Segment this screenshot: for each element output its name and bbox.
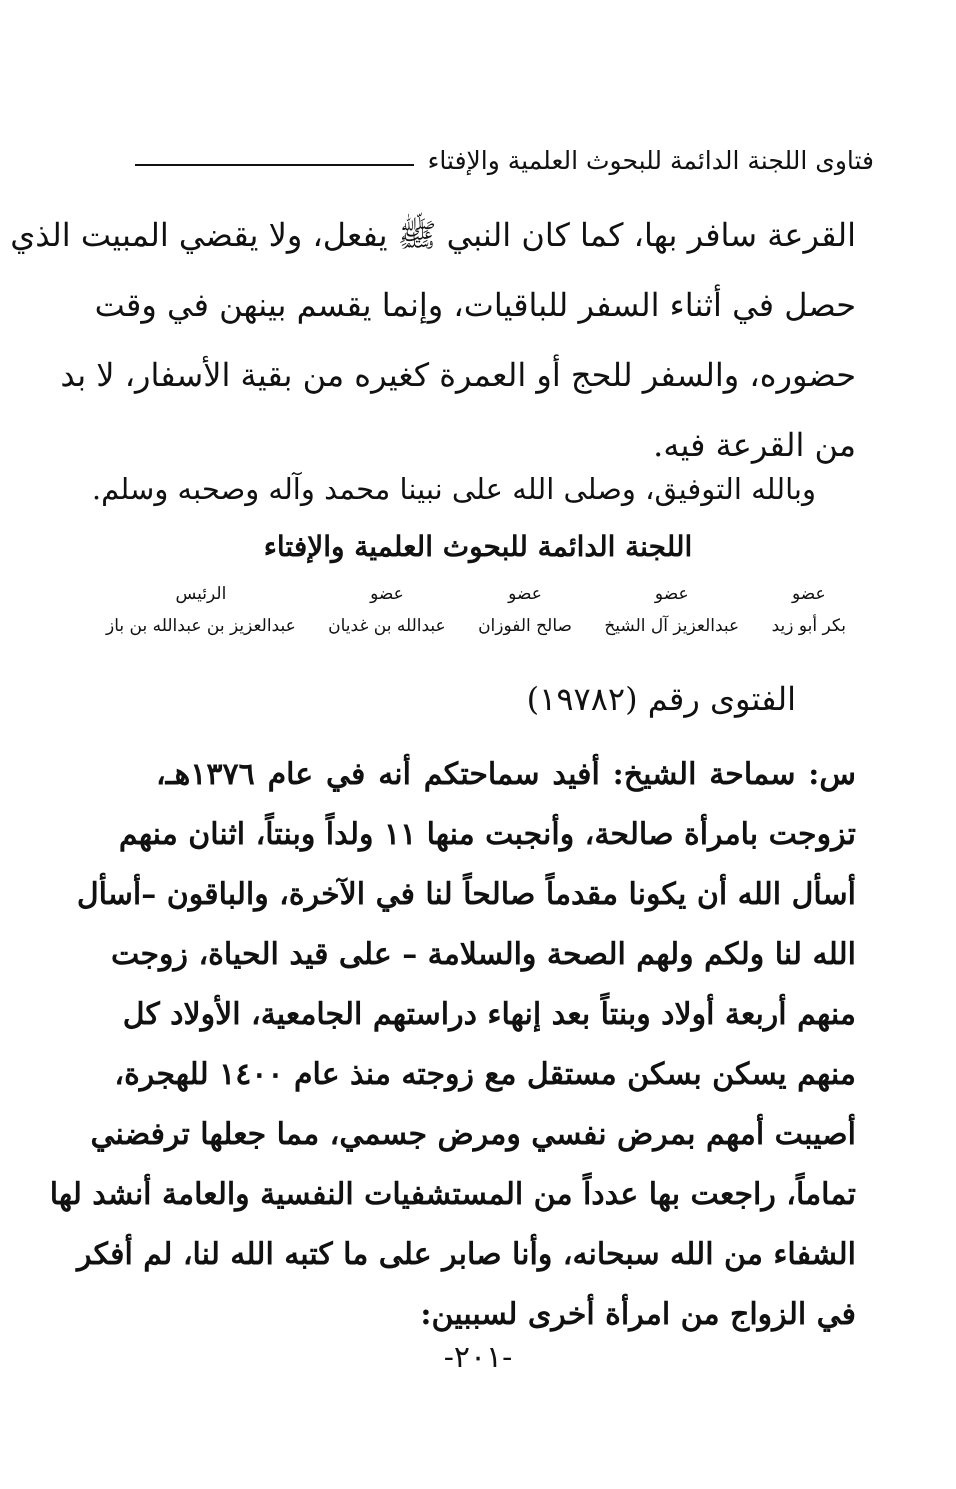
signatory	[478, 580, 572, 644]
text-line: تزوجت بامرأة صالحة، وأنجبت منها ١١ ولداً وبنتاً، اثنان منهم	[118, 817, 856, 852]
text-line: من القرعة فيه.	[653, 426, 856, 464]
signatory-role: عضو	[370, 584, 404, 604]
answer-continuation	[10, 200, 856, 480]
question-text	[49, 745, 856, 1345]
running-title: فتاوى اللجنة الدائمة للبحوث العلمية والإفتاء	[427, 145, 874, 175]
running-header	[135, 140, 874, 180]
signatory	[328, 580, 446, 644]
signatory-name: صالح الفوزان	[478, 616, 572, 636]
signatory-name: عبدالعزيز بن عبدالله بن باز	[106, 616, 296, 636]
fatwa-number: الفتوى رقم (١٩٧٨٢)	[526, 680, 796, 718]
signatory-role: الرئيس	[175, 584, 227, 604]
signatory-role: عضو	[791, 584, 826, 604]
text-line: أسأل الله أن يكونا مقدماً صالحاً لنا في الآخرة، والباقون –أسأل	[76, 877, 856, 912]
committee-title: اللجنة الدائمة للبحوث العلمية والإفتاء	[263, 530, 693, 563]
signatory	[106, 580, 296, 644]
page-number: -٢٠١-	[443, 1340, 513, 1375]
signatory-name: بكر أبو زيد	[771, 616, 846, 636]
text-line: الشفاء من الله سبحانه، وأنا صابر على ما كتبه الله لنا، لم أفكر	[77, 1237, 856, 1272]
text-line: منهم يسكن بسكن مستقل مع زوجته منذ عام ١٤٠٠ للهجرة،	[114, 1057, 856, 1092]
signatories	[106, 580, 846, 644]
signatory	[604, 580, 739, 644]
signatory-name: عبدالله بن غديان	[328, 616, 446, 636]
signatory-name: عبدالعزيز آل الشيخ	[604, 616, 740, 636]
text-line: حضوره، والسفر للحج أو العمرة كغيره من بقية الأسفار، لا بد	[60, 356, 856, 394]
text-line: القرعة سافر بها، كما كان النبي ﷺ يفعل، ولا يقضي المبيت الذي	[10, 216, 856, 254]
closing-formula: وبالله التوفيق، وصلى الله على نبينا محمد وآله وصحبه وسلم.	[91, 472, 816, 506]
text-line: حصل في أثناء السفر للباقيات، وإنما يقسم بينهن في وقت	[94, 286, 856, 324]
text-line: منهم أربعة أولاد وبنتاً بعد إنهاء دراستهم الجامعية، الأولاد كل	[122, 997, 856, 1032]
text-line: س: سماحة الشيخ: أفيد سماحتكم أنه في عام ١٣٧٦هـ،	[156, 757, 856, 792]
text-line: في الزواج من امرأة أخرى لسببين:	[420, 1297, 856, 1332]
text-line: تماماً، راجعت بها عدداً من المستشفيات النفسية والعامة أنشد لها	[49, 1177, 856, 1212]
text-line: أصيبت أمهم بمرض نفسي ومرض جسمي، مما جعلها ترفضني	[90, 1117, 856, 1152]
header-rule	[135, 164, 414, 166]
text-line: الله لنا ولكم ولهم الصحة والسلامة – على قيد الحياة، زوجت	[111, 937, 856, 972]
signatory-role: عضو	[508, 584, 542, 604]
signatory-role: عضو	[654, 584, 689, 604]
signatory	[772, 580, 846, 644]
